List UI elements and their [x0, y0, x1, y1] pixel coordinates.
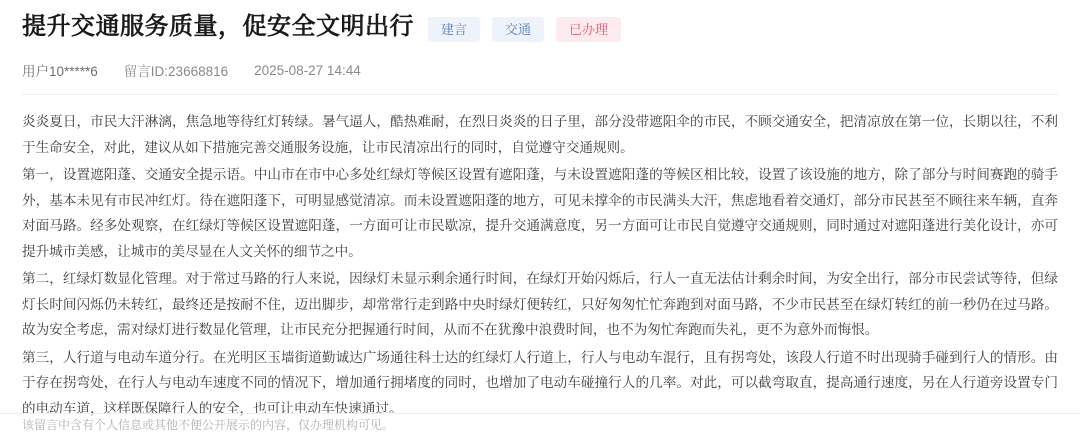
post-meta: [22, 60, 1058, 80]
tag-list: [428, 13, 621, 42]
paragraph: 炎炎夏日，市民大汗淋漓，焦急地等待红灯转绿。暑气逼人，酷热难耐，在烈日炎炎的日子里，部分没带遮阳伞的市民，不顾交通安全，把清凉放在第一位，长期以往，不利于生命安全，对此，建议从如下措施完善交通服务设施，让市民清凉出行的同时，自觉遵守交通规则。: [22, 114, 1058, 155]
post-body: [22, 109, 1058, 421]
footer-divider: [0, 413, 1080, 414]
meta-datetime: 2025-08-27 14:44: [254, 62, 361, 78]
paragraph: 第二，红绿灯数显化管理。对于常过马路的行人来说，因绿灯未显示剩余通行时间，在绿灯开始闪烁后，行人一直无法估计剩余时间，为安全出行，部分市民尝试等待，但绿灯长时间闪烁仍未转红，最终还是按耐不住，迈出脚步，却常常行走到路中央时绿灯便转红，只好匆匆忙忙奔跑到对面马路，不少市民甚至在绿灯转红的前一秒仍在过马路。故为安全考虑，需对绿灯进行数显化管理，让市民充分把握通行时间，从而不在犹豫中浪费时间，也不为匆忙奔跑而失礼，更不为意外而悔恨。: [22, 271, 1058, 337]
meta-message-id: 留言ID:23668816: [123, 64, 229, 79]
privacy-note: 该留言中含有个人信息或其他不便公开展示的内容，仅办理机构可见。: [22, 418, 395, 432]
post-header: [22, 0, 1058, 44]
paragraph: 第一，设置遮阳蓬、交通安全提示语。中山市在市中心多处红绿灯等候区设置有遮阳蓬，与未设置遮阳蓬的等候区相比较，设置了该设施的地方，除了部分与时间赛跑的骑手外，基本未见有市民冲红灯。待在遮阳蓬下，可明显感觉清凉。而未设置遮阳蓬的地方，可见未撑伞的市民满头大汗，焦虑地看着交通灯，部分市民甚至不顾往来车辆，直奔对面马路。经多处观察，在红绿灯等候区设置遮阳蓬，一方面可让市民歇凉，提升交通满意度，另一方面可让市民自觉遵守交通规则，同时通过对遮阳蓬进行美化设计，亦可提升城市美感，让城市的美尽显在人文关怀的细节之中。: [22, 167, 1058, 259]
paragraph: 第三，人行道与电动车道分行。在光明区玉墙街道勤诚达广场通往科士达的红绿灯人行道上，行人与电动车混行，且有拐弯处，该段人行道不时出现骑手碰到行人的情形。由于存在拐弯处，在行人与电动车速度不同的情况下，增加通行拥堵度的同时，也增加了电动车碰撞行人的几率。对此，可以截弯取直，提高通行速度，另在人行道旁设置专门的电动车道，这样既保障行人的安全，也可让电动车快速通过。: [22, 349, 1058, 416]
meta-username: 用户10*****6: [22, 64, 98, 79]
header-divider: [22, 94, 1058, 95]
status-badge: 已办理: [556, 17, 621, 42]
tag-category-suggestion[interactable]: 建言: [428, 17, 480, 42]
page-title: 提升交通服务质量，促安全文明出行: [22, 13, 414, 40]
tag-category-traffic[interactable]: 交通: [492, 17, 544, 42]
